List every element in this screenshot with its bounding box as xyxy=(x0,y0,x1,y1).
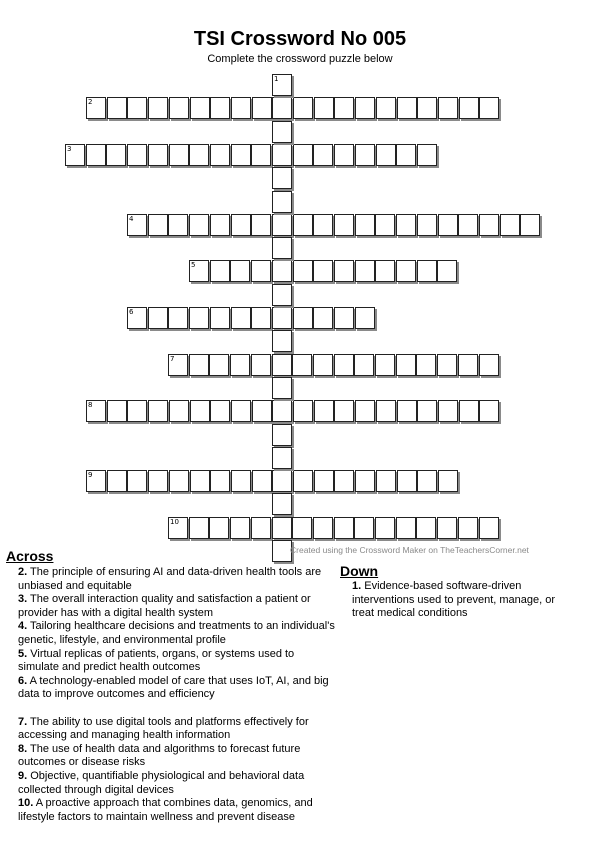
across-10-cell[interactable] xyxy=(230,517,250,539)
clue-number-label: 1. xyxy=(352,580,362,592)
across-3-cell[interactable] xyxy=(251,144,271,166)
clue-number: 1 xyxy=(274,75,279,83)
across-8-cell[interactable] xyxy=(148,400,168,422)
down-1-cell[interactable] xyxy=(272,237,292,259)
across-2-cell[interactable] xyxy=(127,97,147,119)
across-3-cell[interactable] xyxy=(376,144,396,166)
down-1-cell[interactable] xyxy=(272,121,292,143)
across-7-cell[interactable] xyxy=(375,354,395,376)
across-clue xyxy=(6,566,336,593)
across-10-cell[interactable] xyxy=(437,517,457,539)
across-3-cell[interactable] xyxy=(106,144,126,166)
across-6-cell[interactable] xyxy=(334,307,354,329)
across-clue xyxy=(6,797,336,824)
across-clue xyxy=(6,675,336,702)
across-2-cell[interactable] xyxy=(355,97,375,119)
across-6-cell[interactable] xyxy=(127,307,147,329)
across-10-cell[interactable] xyxy=(251,517,271,539)
across-9-cell[interactable] xyxy=(438,470,458,492)
across-7-cell[interactable] xyxy=(458,354,478,376)
across-10-cell[interactable] xyxy=(396,517,416,539)
across-9-cell[interactable] xyxy=(417,470,437,492)
across-9-cell[interactable] xyxy=(376,470,396,492)
across-6-cell[interactable] xyxy=(272,307,292,329)
down-clue xyxy=(340,580,570,621)
across-2-cell[interactable] xyxy=(417,97,437,119)
across-9-cell[interactable] xyxy=(272,470,292,492)
across-9-cell[interactable] xyxy=(190,470,210,492)
across-7-cell[interactable] xyxy=(396,354,416,376)
clue-number: 7 xyxy=(170,355,175,363)
across-10-cell[interactable] xyxy=(209,517,229,539)
across-10-cell[interactable] xyxy=(458,517,478,539)
puzzle-subtitle: Complete the crossword puzzle below xyxy=(207,53,393,65)
across-9-cell[interactable] xyxy=(314,470,334,492)
across-3-cell[interactable] xyxy=(355,144,375,166)
across-6-cell[interactable] xyxy=(168,307,188,329)
across-7-cell[interactable] xyxy=(209,354,229,376)
across-8-cell[interactable] xyxy=(417,400,437,422)
across-4-cell[interactable] xyxy=(375,214,395,236)
across-2-cell[interactable] xyxy=(148,97,168,119)
across-4-cell[interactable] xyxy=(417,214,437,236)
across-4-cell[interactable] xyxy=(396,214,416,236)
across-5-cell[interactable] xyxy=(396,260,416,282)
across-4-cell[interactable] xyxy=(127,214,147,236)
across-5-cell[interactable] xyxy=(334,260,354,282)
across-7-cell[interactable] xyxy=(292,354,312,376)
across-8-cell[interactable] xyxy=(459,400,479,422)
across-6-cell[interactable] xyxy=(293,307,313,329)
clue-number: 5 xyxy=(191,261,196,269)
across-2-cell[interactable] xyxy=(479,97,499,119)
across-4-cell[interactable] xyxy=(520,214,540,236)
across-9-cell[interactable] xyxy=(334,470,354,492)
across-9-cell[interactable] xyxy=(86,470,106,492)
across-3-cell[interactable] xyxy=(272,144,292,166)
clue-number-label: 6. xyxy=(18,674,28,687)
across-2-cell[interactable] xyxy=(86,97,106,119)
across-7-cell[interactable] xyxy=(313,354,333,376)
across-7-cell[interactable] xyxy=(334,354,354,376)
clue-number-label: 3. xyxy=(18,593,28,606)
across-4-cell[interactable] xyxy=(210,214,230,236)
across-10-cell[interactable] xyxy=(313,517,333,539)
across-2-cell[interactable] xyxy=(334,97,354,119)
clue-text: Virtual replicas of patients, organs, or systems used to simulate and predict health outcomes xyxy=(18,647,295,674)
across-3-cell[interactable] xyxy=(169,144,189,166)
across-5-cell[interactable] xyxy=(417,260,437,282)
credit-line: Created using the Crossword Maker on TheTeachersCorner.net xyxy=(290,545,529,555)
clue-text: The principle of ensuring AI and data-driven health tools are unbiased and equitable xyxy=(18,566,322,592)
clue-text: The use of health data and algorithms to forecast future outcomes or disease risks xyxy=(18,742,301,769)
clue-text: Evidence-based software-driven interventions used to prevent, manage, or treat medical conditions xyxy=(352,580,556,620)
across-4-cell[interactable] xyxy=(168,214,188,236)
clue-text: The ability to use digital tools and platforms effectively for accessing and managing health information xyxy=(18,715,309,742)
across-5-cell[interactable] xyxy=(251,260,271,282)
across-4-cell[interactable] xyxy=(458,214,478,236)
across-4-cell[interactable] xyxy=(231,214,251,236)
across-clue xyxy=(6,716,336,743)
across-6-cell[interactable] xyxy=(355,307,375,329)
clue-number-label: 9. xyxy=(18,769,28,782)
across-9-cell[interactable] xyxy=(293,470,313,492)
across-6-cell[interactable] xyxy=(251,307,271,329)
clue-number: 3 xyxy=(67,145,72,153)
across-5-cell[interactable] xyxy=(313,260,333,282)
across-7-cell[interactable] xyxy=(168,354,188,376)
across-3-cell[interactable] xyxy=(210,144,230,166)
across-10-cell[interactable] xyxy=(354,517,374,539)
across-9-cell[interactable] xyxy=(355,470,375,492)
across-9-cell[interactable] xyxy=(169,470,189,492)
across-9-cell[interactable] xyxy=(127,470,147,492)
across-2-cell[interactable] xyxy=(231,97,251,119)
across-10-cell[interactable] xyxy=(416,517,436,539)
down-1-cell[interactable] xyxy=(272,447,292,469)
across-10-cell[interactable] xyxy=(334,517,354,539)
across-4-cell[interactable] xyxy=(272,214,292,236)
across-3-cell[interactable] xyxy=(334,144,354,166)
puzzle-title: TSI Crossword No 005 xyxy=(193,28,407,50)
across-8-cell[interactable] xyxy=(169,400,189,422)
across-2-cell[interactable] xyxy=(272,97,292,119)
across-2-cell[interactable] xyxy=(376,97,396,119)
across-6-cell[interactable] xyxy=(313,307,333,329)
clue-number: 9 xyxy=(88,471,93,479)
across-2-cell[interactable] xyxy=(169,97,189,119)
across-2-cell[interactable] xyxy=(438,97,458,119)
down-heading: Down xyxy=(340,563,379,579)
down-1-cell[interactable] xyxy=(272,191,292,213)
across-10-cell[interactable] xyxy=(168,517,188,539)
across-7-cell[interactable] xyxy=(479,354,499,376)
across-clue xyxy=(6,648,336,675)
across-4-cell[interactable] xyxy=(500,214,520,236)
down-clue-list xyxy=(340,580,570,621)
across-8-cell[interactable] xyxy=(314,400,334,422)
across-8-cell[interactable] xyxy=(479,400,499,422)
across-6-cell[interactable] xyxy=(148,307,168,329)
across-2-cell[interactable] xyxy=(459,97,479,119)
across-2-cell[interactable] xyxy=(190,97,210,119)
across-9-cell[interactable] xyxy=(252,470,272,492)
across-2-cell[interactable] xyxy=(107,97,127,119)
across-clue xyxy=(6,593,336,620)
across-8-cell[interactable] xyxy=(355,400,375,422)
clue-text: A proactive approach that combines data, genomics, and lifestyle factors to maintain wellness and prevent disease xyxy=(18,797,313,823)
across-4-cell[interactable] xyxy=(438,214,458,236)
across-3-cell[interactable] xyxy=(189,144,209,166)
across-clue-list xyxy=(6,566,336,824)
across-5-cell[interactable] xyxy=(437,260,457,282)
across-10-cell[interactable] xyxy=(292,517,312,539)
across-8-cell[interactable] xyxy=(231,400,251,422)
across-clue xyxy=(6,743,336,770)
across-6-cell[interactable] xyxy=(210,307,230,329)
across-3-cell[interactable] xyxy=(313,144,333,166)
down-1-cell[interactable] xyxy=(272,167,292,189)
across-4-cell[interactable] xyxy=(479,214,499,236)
across-4-cell[interactable] xyxy=(189,214,209,236)
across-9-cell[interactable] xyxy=(231,470,251,492)
clue-number-label: 4. xyxy=(18,620,28,633)
across-heading: Across xyxy=(6,548,54,564)
across-8-cell[interactable] xyxy=(210,400,230,422)
clue-text: A technology-enabled model of care that uses IoT, AI, and big data to improve outcomes and efficiency xyxy=(18,674,329,701)
across-4-cell[interactable] xyxy=(313,214,333,236)
across-5-cell[interactable] xyxy=(210,260,230,282)
across-5-cell[interactable] xyxy=(189,260,209,282)
clue-text: Objective, quantifiable physiological and behavioral data collected through digital devices xyxy=(18,769,305,796)
clue-number: 4 xyxy=(129,215,134,223)
across-4-cell[interactable] xyxy=(293,214,313,236)
down-1-cell[interactable] xyxy=(272,284,292,306)
across-8-cell[interactable] xyxy=(376,400,396,422)
across-10-cell[interactable] xyxy=(272,517,292,539)
clue-number: 2 xyxy=(88,98,93,106)
across-5-cell[interactable] xyxy=(293,260,313,282)
across-7-cell[interactable] xyxy=(189,354,209,376)
clue-text: The overall interaction quality and satisfaction a patient or provider has with a digital health system xyxy=(18,593,311,619)
across-2-cell[interactable] xyxy=(314,97,334,119)
across-5-cell[interactable] xyxy=(375,260,395,282)
across-clue xyxy=(6,770,336,797)
across-8-cell[interactable] xyxy=(252,400,272,422)
across-8-cell[interactable] xyxy=(397,400,417,422)
across-2-cell[interactable] xyxy=(397,97,417,119)
clue-number-label: 5. xyxy=(18,647,28,660)
across-7-cell[interactable] xyxy=(230,354,250,376)
across-10-cell[interactable] xyxy=(189,517,209,539)
across-clue xyxy=(6,620,336,647)
down-1-cell[interactable] xyxy=(272,540,292,562)
across-4-cell[interactable] xyxy=(251,214,271,236)
across-10-cell[interactable] xyxy=(375,517,395,539)
across-8-cell[interactable] xyxy=(86,400,106,422)
across-4-cell[interactable] xyxy=(355,214,375,236)
across-8-cell[interactable] xyxy=(334,400,354,422)
across-4-cell[interactable] xyxy=(334,214,354,236)
across-3-cell[interactable] xyxy=(127,144,147,166)
clue-text: Tailoring healthcare decisions and treatments to an individual's genetic, lifestyle, and environmental profile xyxy=(18,620,335,646)
down-1-cell[interactable] xyxy=(272,74,292,96)
across-9-cell[interactable] xyxy=(210,470,230,492)
across-5-cell[interactable] xyxy=(355,260,375,282)
across-2-cell[interactable] xyxy=(293,97,313,119)
across-8-cell[interactable] xyxy=(293,400,313,422)
clue-number: 10 xyxy=(170,518,179,526)
across-9-cell[interactable] xyxy=(148,470,168,492)
across-9-cell[interactable] xyxy=(397,470,417,492)
down-1-cell[interactable] xyxy=(272,424,292,446)
clue-number-label: 7. xyxy=(18,715,28,728)
across-7-cell[interactable] xyxy=(416,354,436,376)
across-8-cell[interactable] xyxy=(438,400,458,422)
across-3-cell[interactable] xyxy=(293,144,313,166)
across-3-cell[interactable] xyxy=(231,144,251,166)
across-8-cell[interactable] xyxy=(272,400,292,422)
across-8-cell[interactable] xyxy=(127,400,147,422)
across-9-cell[interactable] xyxy=(107,470,127,492)
clue-number-label: 2. xyxy=(18,566,28,578)
across-4-cell[interactable] xyxy=(148,214,168,236)
across-3-cell[interactable] xyxy=(417,144,437,166)
across-5-cell[interactable] xyxy=(230,260,250,282)
across-8-cell[interactable] xyxy=(190,400,210,422)
across-8-cell[interactable] xyxy=(107,400,127,422)
across-10-cell[interactable] xyxy=(479,517,499,539)
across-3-cell[interactable] xyxy=(65,144,85,166)
across-7-cell[interactable] xyxy=(437,354,457,376)
clue-number: 8 xyxy=(88,401,93,409)
across-2-cell[interactable] xyxy=(252,97,272,119)
across-2-cell[interactable] xyxy=(210,97,230,119)
across-7-cell[interactable] xyxy=(354,354,374,376)
down-1-cell[interactable] xyxy=(272,493,292,515)
clue-number-label: 8. xyxy=(18,742,28,755)
across-6-cell[interactable] xyxy=(231,307,251,329)
across-5-cell[interactable] xyxy=(272,260,292,282)
across-3-cell[interactable] xyxy=(396,144,416,166)
across-7-cell[interactable] xyxy=(272,354,292,376)
clue-number-label: 10. xyxy=(18,797,34,810)
down-1-cell[interactable] xyxy=(272,330,292,352)
across-3-cell[interactable] xyxy=(148,144,168,166)
across-3-cell[interactable] xyxy=(86,144,106,166)
across-6-cell[interactable] xyxy=(189,307,209,329)
clue-number: 6 xyxy=(129,308,134,316)
across-7-cell[interactable] xyxy=(251,354,271,376)
down-1-cell[interactable] xyxy=(272,377,292,399)
